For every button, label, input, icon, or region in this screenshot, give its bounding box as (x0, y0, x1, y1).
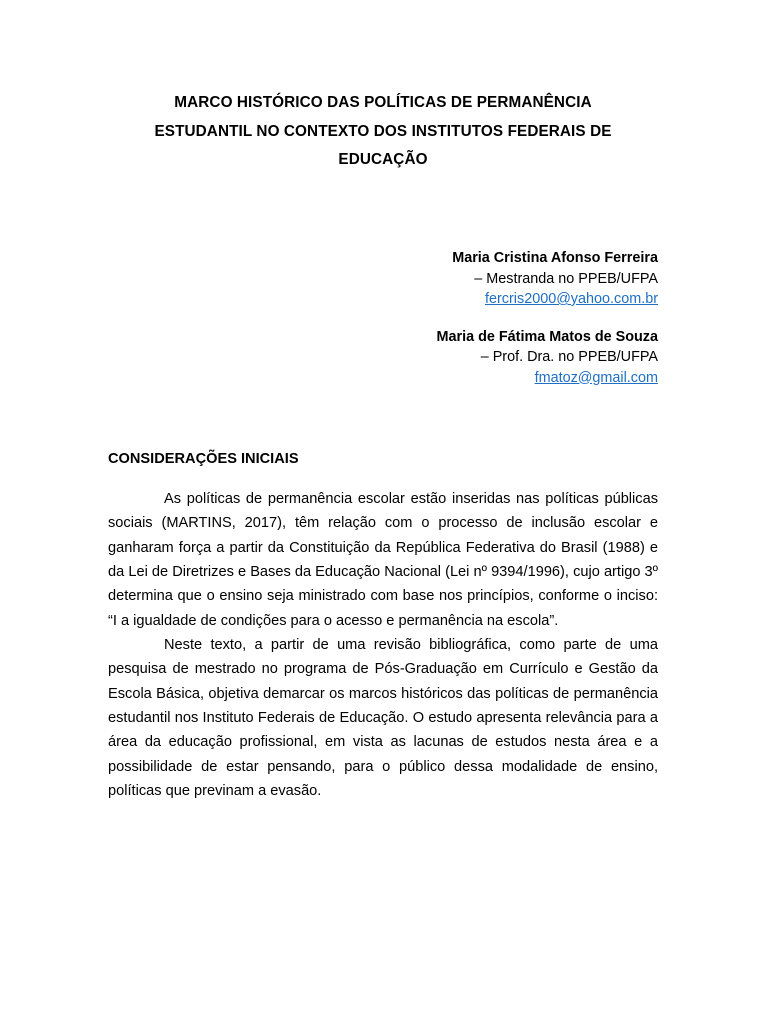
document-title (108, 89, 658, 175)
author-list (258, 248, 658, 405)
body-paragraph: Neste texto, a partir de uma revisão bibliográfica, como parte de uma pesquisa de mestrado no programa de Pós-Graduação em Currículo e Gestão da Escola Básica, objetiva demarcar os marcos históricos das políticas de permanência estudantil nos Instituto Federais de Educação. O estudo apresenta relevância para a área da educação profissional, em vista as lacunas de estudos nesta área e a possibilidade de estar pensando, para o público dessa modalidade de ensino, políticas que previnam a evasão. (108, 637, 658, 800)
section-heading: CONSIDERAÇÕES INICIAIS (108, 451, 299, 467)
section-body (108, 487, 658, 803)
author-email-link[interactable] (258, 289, 658, 310)
author-email-text[interactable]: fercris2000@yahoo.com.br (485, 291, 658, 307)
author-name: Maria de Fátima Matos de Souza (436, 328, 658, 345)
author-entry (258, 327, 658, 389)
author-entry (258, 248, 658, 310)
body-paragraph: As políticas de permanência escolar estão inseridas nas políticas públicas sociais (MARTINS, 2017), têm relação com o processo de inclusão escolar e ganharam força a partir da Constituição da República Federativa do Brasil (1988) e da Lei de Diretrizes e Bases da Educação Nacional (Lei nº 9394/1996), cujo artigo 3º determina que o ensino seja ministrado com base nos princípios, conforme o inciso: “I a igualdade de condições para o acesso e permanência na escola”. (108, 491, 658, 629)
author-affiliation: – Mestranda no PPEB/UFPA (474, 270, 658, 287)
title-line: MARCO HISTÓRICO DAS POLÍTICAS DE PERMANÊNCIA (174, 94, 592, 111)
author-affiliation: – Prof. Dra. no PPEB/UFPA (480, 349, 658, 365)
author-email-link[interactable] (258, 368, 658, 389)
author-name: Maria Cristina Afonso Ferreira (452, 250, 658, 266)
author-email-text[interactable]: fmatoz@gmail.com (534, 369, 658, 386)
title-line: EDUCAÇÃO (338, 151, 428, 168)
title-line: ESTUDANTIL NO CONTEXTO DOS INSTITUTOS FEDERAIS DE (154, 122, 612, 140)
